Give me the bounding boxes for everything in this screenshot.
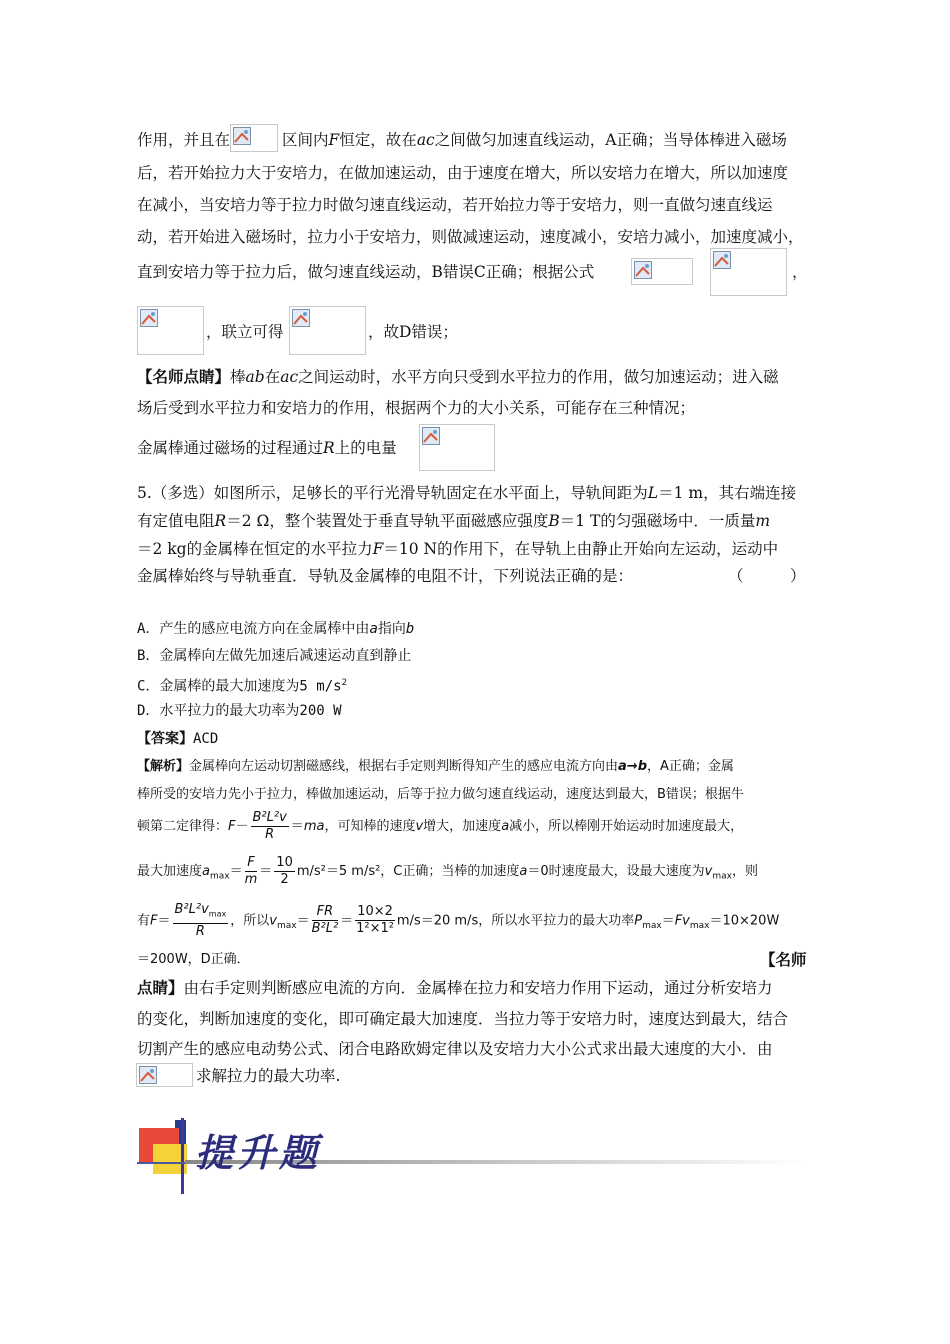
text: 最大加速度 <box>137 864 203 879</box>
var-R: R <box>323 439 335 457</box>
var-a: a <box>202 864 210 879</box>
text: 由右手定则判断感应电流的方向．金属棒在拉力和安培力作用下运动，通过分析安培力 <box>183 979 773 997</box>
fraction: $B^2L^2v_{max}$ R <box>174 902 227 939</box>
text: 有定值电阻 <box>137 512 215 530</box>
fraction: $\frac{F}{m}$ <box>244 855 258 887</box>
section-banner <box>137 1118 807 1198</box>
text: 作用，并且在 <box>137 131 231 149</box>
tip-line: 的变化，判断加速度的变化，即可确定最大加速度．当拉力等于安培力时，速度达到最大，结合 <box>137 1010 789 1028</box>
paragraph-line: 后，若开始拉力大于安培力，在做加速运动，由于速度在增大，所以安培力在增大，所以加速度 <box>137 164 789 182</box>
var-P: P <box>634 913 643 929</box>
answer-value: ACD <box>193 731 219 747</box>
var-L: L <box>647 484 659 502</box>
text: C．金属棒的最大加速度为5 m/s <box>137 678 342 695</box>
question-line: 金属棒始终与导轨垂直．导轨及金属棒的电阻不计，下列说法正确的是： <box>137 567 634 585</box>
var-F: F <box>150 913 158 929</box>
text: ，可知棒的速度 <box>324 819 416 834</box>
broken-image-icon <box>233 127 251 145</box>
var-F: F <box>328 131 340 149</box>
tip-line: 切割产生的感应电动势公式、闭合电路欧姆定律以及安培力大小公式求出最大速度的大小．由 <box>137 1040 773 1058</box>
formula-image-placeholder <box>137 306 204 355</box>
paragraph-line: 动，若开始进入磁场时，拉力小于安培力，则做减速运动，速度减小，安培力减小，加速度减小， <box>137 228 804 246</box>
option-b: B．金属棒向左做先加速后减速运动直到静止 <box>137 648 412 664</box>
tip-line <box>137 367 779 387</box>
formula-image-placeholder <box>631 258 693 285</box>
var-ac: ac <box>280 368 299 386</box>
option-c <box>137 673 347 697</box>
tip-line: 场后受到水平拉力和安培力的作用，根据两个力的大小关系，可能存在三种情况； <box>137 399 696 417</box>
text: 有 <box>137 913 151 929</box>
option-d: D．水平拉力的最大功率为200 W <box>137 703 342 719</box>
text: 指向 <box>377 621 406 637</box>
broken-image-icon <box>634 261 652 279</box>
comma: ， <box>792 263 808 281</box>
broken-image-icon <box>292 309 310 327</box>
text: ＝0时速度最大，设最大速度为 <box>527 864 705 879</box>
text: 增大，加速度 <box>423 819 502 834</box>
var-F: F <box>372 540 384 558</box>
paragraph-line: ，联立可得 <box>206 323 284 341</box>
text: ＝ <box>290 819 304 834</box>
broken-image-icon <box>140 309 158 327</box>
question-line <box>137 511 770 531</box>
text: ＝1 m，其右端连接 <box>658 484 797 502</box>
var-v: v <box>704 864 713 879</box>
text: － <box>235 819 249 834</box>
banner-title: 提升题 <box>195 1130 322 1175</box>
var-F: F <box>228 819 236 834</box>
analysis-line: 有F＝ $B^2L^2v_{max}$ R ，所以$v_{max}=$ $\frac{FR}{\text{B²L²}}$ ＝ $\frac{10\times 2}{\text{1²×1²}}$ m/s＝20 m/s，所以水平拉力的最大功率$P_{max}=Fv_{max}=10\times 20W$ <box>137 902 780 939</box>
analysis-line: 棒所受的安培力先小于拉力，棒做加速运动，后等于拉力做匀速直线运动，速度达到最大，B错误；根据牛 <box>137 787 744 802</box>
tip-line: 求解拉力的最大功率. <box>196 1067 341 1085</box>
var-a: a <box>369 621 378 637</box>
text: 之间做匀加速直线运动，A正确；当导体棒进入磁场 <box>434 131 787 149</box>
tip-tag: 【名师点睛】 <box>137 367 231 386</box>
var-ma: ma <box>303 819 325 834</box>
text: 顿第二定律得： <box>137 819 229 834</box>
text: ＝2 Ω，整个装置处于垂直导轨平面磁感应强度 <box>226 512 549 530</box>
fraction: $\frac{FR}{\text{B²L²}}$ <box>311 904 339 937</box>
text: 减小，所以棒刚开始运动时加速度最大， <box>509 819 744 834</box>
text: 棒 <box>230 368 246 386</box>
analysis-line: ＝200W，D正确． <box>137 952 250 967</box>
formula-image-placeholder <box>419 424 495 471</box>
text: ＝ <box>340 913 354 929</box>
tip-line <box>137 978 773 998</box>
text: ＝10 N的作用下，在导轨上由静止开始向左运动，运动中 <box>383 540 779 558</box>
text: ＝2 kg的金属棒在恒定的水平拉力 <box>137 540 373 558</box>
text: 金属棒通过磁场的过程通过 <box>137 439 324 457</box>
formula-image-placeholder <box>710 248 787 296</box>
text: 上的电量 <box>334 439 397 457</box>
var-a: a <box>501 819 510 834</box>
formula-image-placeholder <box>136 1063 193 1087</box>
analysis-line <box>137 757 734 777</box>
analysis-line <box>137 810 743 844</box>
text: ＝1 T的匀强磁场中．一质量 <box>559 512 756 530</box>
direction: a→b <box>618 759 648 774</box>
text: 在 <box>264 368 281 386</box>
text: 区间内 <box>282 131 329 149</box>
tip-tag: 点睛】 <box>137 978 184 997</box>
broken-image-icon <box>713 251 731 269</box>
tip-tag: 【名师 <box>760 950 807 969</box>
text: ，则 <box>731 864 758 879</box>
text: ，A正确；金属 <box>647 759 734 774</box>
var-m: m <box>755 512 771 530</box>
broken-image-icon <box>139 1066 157 1084</box>
var-Fv: Fv <box>674 913 690 929</box>
var-v: v <box>415 819 424 834</box>
text: ＝ <box>661 913 675 929</box>
formula-image-placeholder <box>230 124 278 152</box>
var-R: R <box>214 512 227 530</box>
formula-image-placeholder <box>289 306 366 355</box>
var-B: B <box>548 512 560 530</box>
text: ＝ <box>296 913 310 929</box>
answer-tag: 【答案】 <box>137 731 193 747</box>
text: ，所以 <box>230 913 270 929</box>
analysis-line: 最大加速度$a_{max}=$ $\frac{F}{m}$ ＝ $\frac{10}{2}$ m/s²＝5 m/s²，C正确；当棒的加速度a＝0时速度最大，设最大速度为$v_{max}$，则 <box>137 855 758 887</box>
answer-line <box>137 729 218 749</box>
broken-image-icon <box>422 427 440 445</box>
question-line <box>137 483 796 503</box>
analysis-tag: 【解析】 <box>137 759 190 774</box>
text: 恒定，故在 <box>339 131 417 149</box>
answer-bracket: （ ） <box>728 567 806 585</box>
var-ac: ac <box>416 131 435 149</box>
var-ab: ab <box>245 368 265 386</box>
paragraph-line: ，故D错误； <box>368 323 458 341</box>
fraction: $\frac{10\times 2}{\text{1²×1²}}$ <box>356 904 394 937</box>
text: m/s²＝5 m/s²，C正确；当棒的加速度 <box>296 864 520 879</box>
option-a <box>137 619 414 639</box>
text: m/s＝20 m/s，所以水平拉力的最大功率 <box>396 913 635 929</box>
text: 5.（多选）如图所示，足够长的平行光滑导轨固定在水平面上，导轨间距为 <box>137 484 648 502</box>
var-a: a <box>519 864 528 879</box>
var-v: v <box>269 913 277 929</box>
tip-line <box>137 438 397 458</box>
question-line <box>137 539 778 559</box>
superscript: 2 <box>341 678 347 688</box>
text: 金属棒向左运动切割磁感线，根据右手定则判断得知产生的感应电流方向由 <box>189 759 619 774</box>
paragraph-line: 在减小，当安培力等于拉力时做匀速直线运动，若开始拉力等于安培力，则一直做匀速直线运 <box>137 196 773 214</box>
text: 直到安培力等于拉力后，做匀速直线运动，B错误C正确；根据公式 <box>137 263 595 281</box>
text: ＝ <box>259 864 273 879</box>
fraction: $\frac{\text{B²L²v}}{R}$ <box>252 810 287 842</box>
text: ＝ <box>229 864 243 879</box>
text: 之间运动时，水平方向只受到水平拉力的作用，做匀加速运动；进入磁 <box>298 368 779 386</box>
paragraph-line <box>137 262 672 282</box>
text: A．产生的感应电流方向在金属棒中由 <box>137 621 370 637</box>
var-b: b <box>405 621 415 637</box>
fraction: $\frac{10}{2}$ <box>276 855 293 887</box>
text: ＝ <box>157 913 171 929</box>
text: ＝10×20W <box>709 913 780 929</box>
